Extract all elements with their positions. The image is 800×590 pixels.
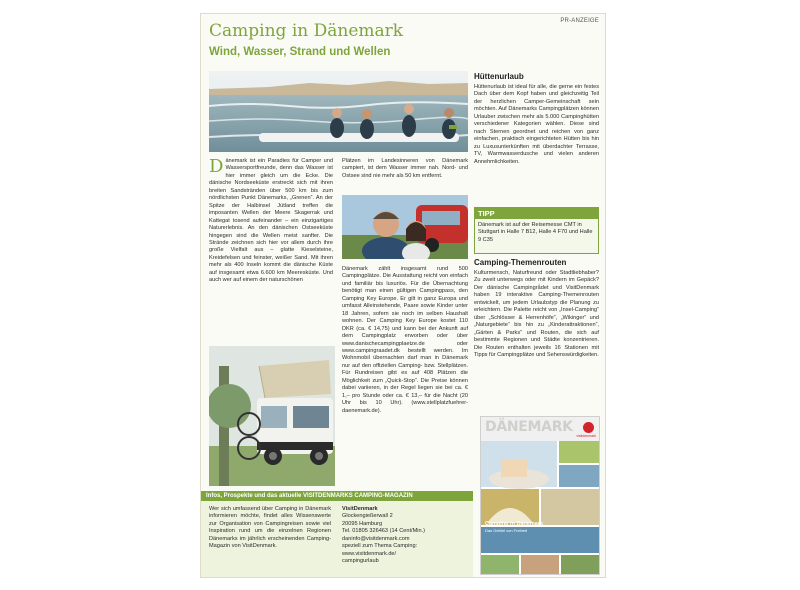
- info-bar: Infos, Prospekte und das aktuelle VISITDENMARKS CAMPING-MAGAZIN: [201, 491, 473, 501]
- col1-text: änemark ist ein Paradies für Camper und Wassersportfreunde, denn das Wasser ist hier immer gleich um die Ecke. Die dänische Nordseeküste erstreckt sich mit ihren breiten Sandstränden über 500 km bis zum nördlichsten Punkt Dänemarks, „Grenen“. An der Spitze der Halbinsel Jütland treffen die imposanten Wellen der Meere Skagerrak und Kattegat tosend aufeinander – ein einzigartiges Naturerlebnis. An den dänischen Ostseeküste hingegen sind die Wellen meist sanfter. Die Strände zeichnen sich hier vor allem durch ihre große Vielfalt aus – glatte Kieselsteine, Kreidefelsen und feinster, weißer Sand. Mit ihren mehr als 400 Inseln kommt die dänische Küste auf insgesamt etwa 6.600 km Meeresküste. Und auch wer auf einem der naturschönen: [209, 158, 333, 284]
- surfers-photo: [209, 71, 468, 152]
- contact-url-path[interactable]: campingurlaub: [342, 558, 379, 565]
- page-title: Camping in Dänemark: [209, 21, 404, 41]
- drop-cap: D: [209, 156, 224, 177]
- magazine-logo: DÄNEMARK: [485, 419, 573, 435]
- contact-address: Glockengießerwall 2: [342, 513, 393, 520]
- advertorial-page: [200, 13, 606, 578]
- contact-url[interactable]: www.visitdenmark.de/: [342, 550, 397, 557]
- magazine-cover-collage: [481, 441, 599, 574]
- info-left: [209, 506, 331, 551]
- col2-bottom-text: Dänemark zählt insgesamt rund 500 Campingplätze. Die Ausstattung reicht von einfach und familiär bis luxuriös. Für die Übernachtung benötigt man einen gültigen Campingpass, den Camping Key Europe. Er gilt in ganz Europa und umfasst Alleinstehende, Paare sowie Kinder unter 18 Jahren, sofern sie noch im selben Haushalt wohnen. Der Camping Key Europe kostet 110 DKR (ca. € 14,75) und kann bei der Ankunft auf dem Campingplatz erworben oder über www.danischecampingplaetze.de oder www.campingraadet.dk bestellt werden. Im Wohnmobil übernachten darf man in Dänemark nur auf den offiziellen Camping- bzw. Stellplätzen. Für Rundreisen gibt es auf 408 Plätzen die Möglichkeit zum „Quick-Stop“. Die Preise können dabei variieren, in der Regel liegen sie bei ca. € 1,– pro Stunde oder ca. € 13,– für die Nacht (20 Uhr bis 10 Uhr). (www.stellplatzfuehrer-daenemark.de).: [342, 266, 468, 414]
- article-col2-top: [342, 158, 468, 180]
- page-subtitle: Wind, Wasser, Strand und Wellen: [209, 46, 391, 58]
- contact-block: [342, 506, 468, 566]
- col2-top-text: Plätzen im Landesinneren von Dänemark campiert, ist dem Wasser immer nah. Nord- und Ostsee sind nie mehr als 50 km entfernt.: [342, 158, 468, 179]
- contact-phone: Tel. 01805 326463 (14 Cent/Min.): [342, 528, 426, 535]
- info-left-text: Wer sich umfassend über Camping in Dänemark informieren möchte, findet alles Wissenswerte zur Organisation von Campingreisen sowie viel Inspiration rund um die einzelnen Regionen Dänemarks im jährlich erscheinenden Camping-Magazin von VisitDenmark.: [209, 506, 331, 550]
- camper-van-photo: [209, 346, 335, 486]
- tipp-box: [474, 207, 599, 254]
- routes-body: Kulturmensch, Naturfreund oder Stadtliebhaber? Zu zweit unterwegs oder mit Kindern im Gepäck? Der dänische Campingrådet und VisitDenmark haben 19 interaktive Camping-Themenrouten entwickelt, um jedem Urlaubstyp die Planung zu erleichtern. Die Palette reicht von „Insel-Camping“ über „Schlösser & Herrenhöfe“, „Wikinger“ und „Naturgebiete“ bis hin zu „Kinderattraktionen“, „Gärten & Parks“ und Routen, die sich auf bestimmte Regionen und Städte konzentrieren. Die Routen enthalten jeweils 16 Stationen mit Tipps für Campingplätze und Sehenswürdigkeiten.: [474, 270, 599, 358]
- magazine-subtitle: Das Gefühl von Freiheit: [485, 528, 528, 533]
- magazine-cover: [480, 416, 600, 575]
- magazine-title: Camping in Dänemark: [485, 521, 544, 527]
- heart-icon: [583, 422, 594, 433]
- hut-heading: Hüttenurlaub: [474, 72, 524, 81]
- pr-label: PR-ANZEIGE: [560, 18, 599, 24]
- magazine-publisher: visitdenmark: [576, 434, 596, 438]
- tipp-label: TIPP: [475, 208, 598, 219]
- contact-email[interactable]: daninfo@visitdenmark.com: [342, 535, 410, 542]
- hut-body: Hüttenurlaub ist ideal für alle, die gerne ein festes Dach über dem Kopf haben und gleichzeitig Teil der herzlichen Camper-Gemeinschaft sein möchten. Auf Dänemarks Campingplätzen können Urlauber zwischen mehr als 5.000 Campinghütten verschiedener Kategorien wählen. Diese sind nach Sternen geordnet und reichen von ganz einfachen, praktisch eingerichteten Hütten bis hin zu Luxusunterkünften mit überdachter Terrasse, TV, Warmwasserdusche und vielen anderen Annehmlichkeiten.: [474, 84, 599, 165]
- magazine-header: [481, 417, 599, 441]
- tipp-text: Dänemark ist auf der Reisemesse CMT in Stuttgart in Halle 7 B12, Halle 4 F70 und Halle 9 C35: [478, 222, 593, 243]
- article-col1: [209, 158, 333, 344]
- routes-heading: Camping-Themenrouten: [474, 258, 567, 267]
- hut-text: [474, 84, 599, 166]
- article-col2-bottom: [342, 266, 468, 491]
- contact-org: VisitDenmark: [342, 506, 378, 512]
- routes-text: [474, 270, 599, 359]
- info-box: [201, 501, 473, 578]
- couple-photo: [342, 195, 468, 259]
- contact-city: 20095 Hamburg: [342, 520, 383, 527]
- contact-topic: speziell zum Thema Camping:: [342, 543, 418, 550]
